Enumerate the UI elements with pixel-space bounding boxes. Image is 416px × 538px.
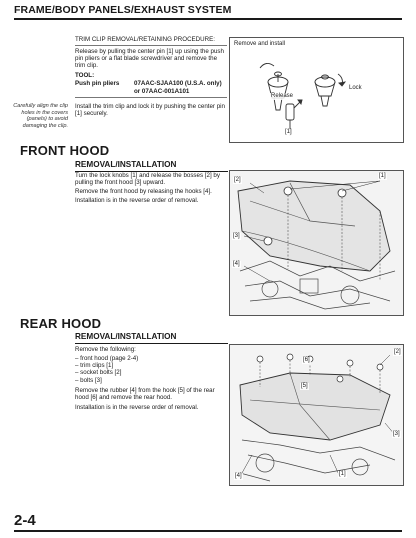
rear-label-6: [6] bbox=[303, 357, 310, 363]
page-number: 2-4 bbox=[14, 512, 36, 529]
front-hood-para-1: Turn the lock knobs [1] and release the bosses [2] by pulling the front hood [3] upward. bbox=[75, 172, 220, 187]
header-rule bbox=[14, 18, 402, 20]
tool-code-1: 07AAC-SJAA100 (U.S.A. only) bbox=[134, 80, 222, 87]
trim-clip-install-text: Install the trim clip and lock it by pushing the center pin [1] securely. bbox=[75, 103, 225, 118]
label-center-pin: [1] bbox=[285, 129, 292, 135]
rear-hood-para-2: Installation is in the reverse order of removal. bbox=[75, 404, 199, 411]
footer-rule bbox=[14, 530, 402, 532]
tool-heading: TOOL: bbox=[75, 72, 95, 79]
front-hood-drawing bbox=[230, 171, 403, 315]
front-hood-figure bbox=[229, 170, 404, 316]
front-hood-subtitle: REMOVAL/INSTALLATION bbox=[75, 160, 177, 169]
clip-alignment-note: Carefully align the clip holes in the covers (panels) to avoid damaging the clip. bbox=[13, 103, 68, 129]
rear-label-1: [1] bbox=[339, 471, 346, 477]
rear-label-5: [5] bbox=[301, 383, 308, 389]
rear-hood-subtitle-rule bbox=[75, 343, 228, 344]
rear-hood-intro: Remove the following: bbox=[75, 346, 136, 353]
trim-clip-heading-rule bbox=[75, 45, 227, 46]
label-lock: Lock bbox=[349, 85, 362, 91]
rear-hood-drawing bbox=[230, 345, 403, 485]
rear-hood-removal-list bbox=[75, 355, 138, 384]
list-item: – front hood (page 2-4) bbox=[75, 355, 139, 362]
rear-label-3: [3] bbox=[393, 431, 400, 437]
rear-hood-subtitle: REMOVAL/INSTALLATION bbox=[75, 332, 177, 341]
rear-hood-para-1: Remove the rubber [4] from the hook [5] of the rear hood [6] and remove the rear hood. bbox=[75, 387, 215, 402]
front-hood-title: FRONT HOOD bbox=[20, 143, 110, 158]
front-label-4: [4] bbox=[233, 261, 240, 267]
trim-clip-release-text: Release by pulling the center pin [1] up using the push pin pliers or a flat blade screwdriver and remove the trim clip. bbox=[75, 48, 224, 70]
page-header: FRAME/BODY PANELS/EXHAUST SYSTEM bbox=[14, 4, 232, 16]
rear-hood-figure bbox=[229, 344, 404, 486]
front-hood-para-3: Installation is in the reverse order of removal. bbox=[75, 197, 199, 204]
tool-rule bbox=[75, 97, 227, 98]
rear-hood-title: REAR HOOD bbox=[20, 316, 102, 331]
tool-code-2: or 07AAC-001A101 bbox=[134, 87, 190, 95]
front-label-1: [1] bbox=[379, 173, 386, 179]
front-label-3: [3] bbox=[233, 233, 240, 239]
front-hood-para-2: Remove the front hood by releasing the hooks [4]. bbox=[75, 188, 212, 195]
label-release: Release bbox=[271, 93, 294, 99]
trim-clip-figure bbox=[229, 37, 404, 143]
rear-label-2: [2] bbox=[394, 349, 401, 355]
rear-label-4: [4] bbox=[235, 473, 242, 479]
tool-name: Push pin pliers bbox=[75, 80, 120, 87]
trim-clip-heading: TRIM CLIP REMOVAL/RETAINING PROCEDURE: bbox=[75, 36, 215, 43]
trim-clip-figure-title: Remove and install bbox=[234, 41, 286, 47]
list-item: – trim clips [1] bbox=[75, 362, 114, 370]
list-item: – bolts [3] bbox=[75, 376, 102, 384]
front-label-2: [2] bbox=[234, 177, 241, 183]
list-item: – socket bolts [2] bbox=[75, 369, 122, 377]
trim-clip-drawing bbox=[230, 38, 403, 142]
